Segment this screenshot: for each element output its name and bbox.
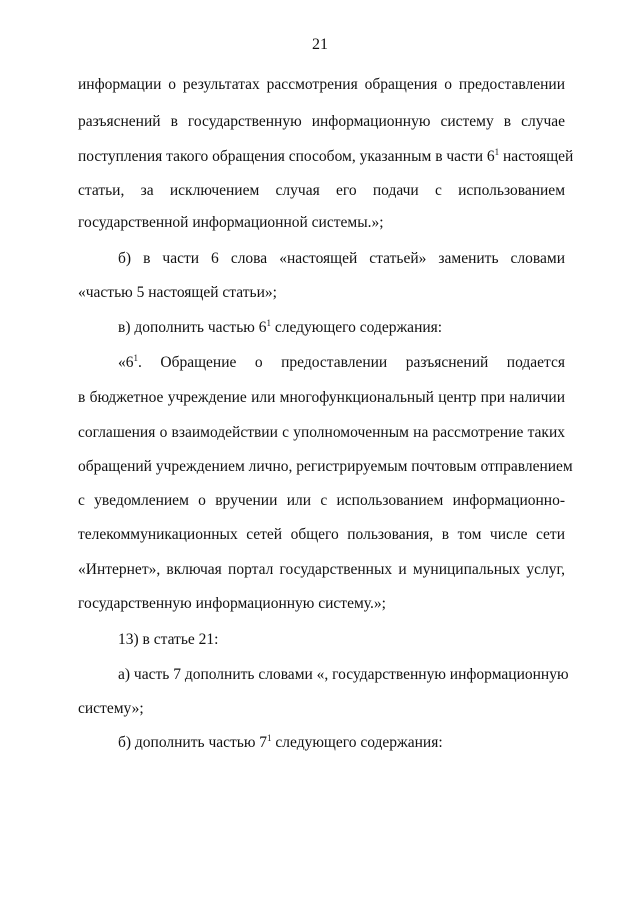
page-number: 21 [312,36,328,53]
text-line: государственную информационную систему.»; [78,595,386,612]
text-span: поступления такого обращения способом, указанным в части 6 [78,148,495,165]
text-line: государственной информационной системы.»; [78,214,384,231]
text-line: «Интернет», включая портал государственных и муниципальных услуг, [78,561,565,578]
superscript: 1 [267,733,272,743]
text-line: соглашения о взаимодействии с уполномоченным на рассмотрение таких [78,424,565,441]
text-line: 13) в статье 21: [118,631,219,648]
text-line: с уведомлением о вручении или с использованием информационно- [78,492,565,509]
superscript: 1 [266,318,271,328]
text-line: информации о результатах рассмотрения обращения о предоставлении [78,76,565,93]
text-line: телекоммуникационных сетей общего пользования, в том числе сети [78,526,565,543]
text-span: настоящей [499,148,574,165]
text-line: статьи, за исключением случая его подачи с использованием [78,182,565,199]
text-line [78,147,574,167]
text-line: «частью 5 настоящей статьи»; [78,284,277,301]
text-line [118,318,565,338]
text-span: . Обращение о предоставлении разъяснений подается [138,354,565,371]
superscript: 1 [494,147,500,157]
text-line [118,733,565,753]
text-span: «6 [118,354,134,371]
text-line: систему»; [78,700,144,717]
text-line: в бюджетное учреждение или многофункциональный центр при наличии [78,389,565,406]
text-line: а) часть 7 дополнить словами «, государственную информационную [118,666,569,683]
text-span: следующего содержания: [270,319,443,336]
text-span: в) дополнить частью 6 [118,319,267,336]
text-line: разъяснений в государственную информационную систему в случае [78,113,565,130]
text-line: б) в части 6 слова «настоящей статьей» заменить словами [118,250,565,267]
text-span: б) дополнить частью 7 [118,734,268,751]
text-line: обращений учреждением лично, регистрируемым почтовым отправлением [78,458,573,475]
text-span: следующего содержания: [271,734,443,751]
text-line [118,353,565,373]
superscript: 1 [133,353,138,363]
